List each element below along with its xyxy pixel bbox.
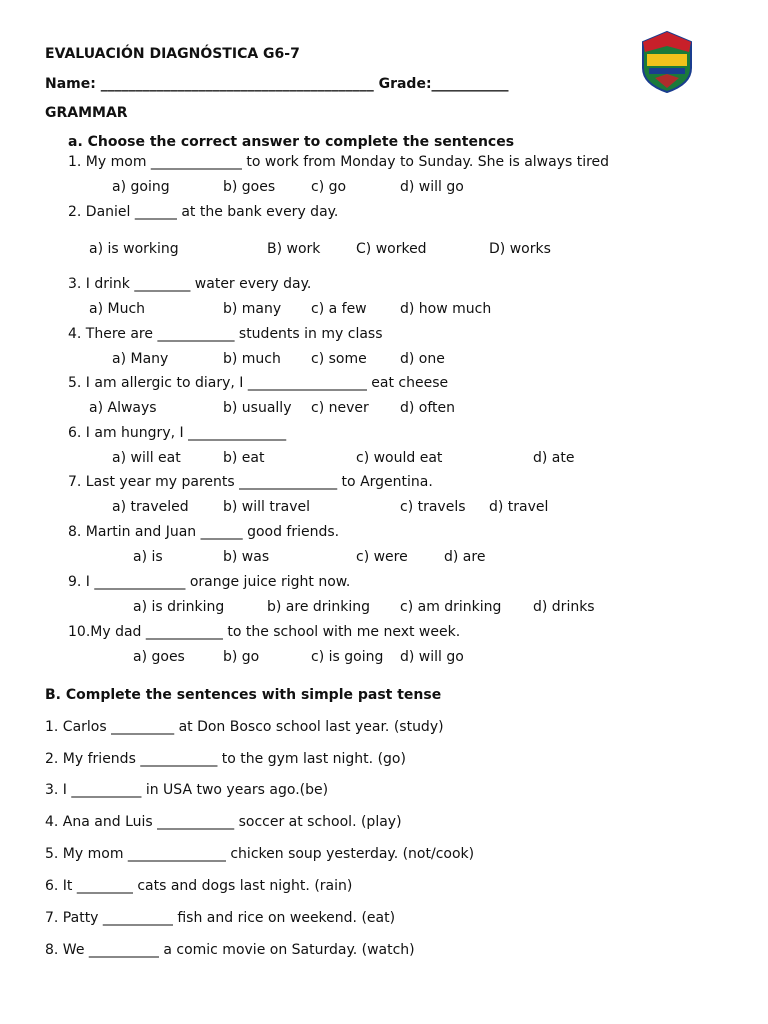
document-title: EVALUACIÓN DIAGNÓSTICA G6-7 [45,46,300,62]
question-8-option-c: c) were [356,549,408,565]
question-2-option-c: C) worked [356,241,427,257]
question-10-option-b: b) go [223,649,260,665]
name-grade-line: Name: _______________________________________ Grade:___________ [45,76,509,92]
question-9-stem: 9. I _____________ orange juice right now. [68,574,351,590]
section-b-item-1: 1. Carlos _________ at Don Bosco school last year. (study) [45,719,444,735]
question-7-option-a: a) traveled [112,499,189,515]
question-4-option-c: c) some [311,351,367,367]
question-1-option-b: b) goes [223,179,276,195]
question-10-option-c: c) is going [311,649,384,665]
question-4-option-a: a) Many [112,351,169,367]
question-2-option-a: a) is working [89,241,179,257]
section-b-item-3: 3. I __________ in USA two years ago.(be) [45,782,329,798]
question-10-stem: 10.My dad ___________ to the school with me next week. [68,624,461,640]
section-b-title: B. Complete the sentences with simple past tense [45,687,442,703]
question-9-option-d: d) drinks [533,599,595,615]
question-5-option-d: d) often [400,400,456,416]
question-3-option-b: b) many [223,301,282,317]
question-7-option-c: c) travels [400,499,466,515]
section-grammar-heading: GRAMMAR [45,105,128,121]
question-4-option-b: b) much [223,351,281,367]
question-3-stem: 3. I drink ________ water every day. [68,276,312,292]
section-b-item-8: 8. We __________ a comic movie on Saturday. (watch) [45,942,415,958]
question-7-option-b: b) will travel [223,499,310,515]
question-10-option-d: d) will go [400,649,464,665]
question-8-option-d: d) are [444,549,486,565]
question-1-option-d: d) will go [400,179,464,195]
question-2-option-d: D) works [489,241,551,257]
question-5-option-c: c) never [311,400,369,416]
question-2-option-b: B) work [267,241,321,257]
question-9-option-a: a) is drinking [133,599,225,615]
question-1-stem: 1. My mom _____________ to work from Monday to Sunday. She is always tired [68,154,610,170]
question-7-option-d: d) travel [489,499,549,515]
question-10-option-a: a) goes [133,649,185,665]
question-5-option-b: b) usually [223,400,292,416]
section-b-item-6: 6. It ________ cats and dogs last night. (rain) [45,878,353,894]
question-8-option-a: a) is [133,549,163,565]
question-6-stem: 6. I am hungry, I ______________ [68,425,287,441]
question-3-option-d: d) how much [400,301,492,317]
section-b-item-2: 2. My friends ___________ to the gym last night. (go) [45,751,406,767]
question-9-option-c: c) am drinking [400,599,502,615]
question-6-option-d: d) ate [533,450,575,466]
school-crest-logo [637,28,697,94]
question-2-stem: 2. Daniel ______ at the bank every day. [68,204,339,220]
question-6-option-c: c) would eat [356,450,443,466]
question-1-option-c: c) go [311,179,347,195]
question-1-option-a: a) going [112,179,170,195]
question-8-stem: 8. Martin and Juan ______ good friends. [68,524,340,540]
question-5-option-a: a) Always [89,400,157,416]
question-3-option-a: a) Much [89,301,146,317]
question-7-stem: 7. Last year my parents ______________ to Argentina. [68,474,433,490]
question-4-stem: 4. There are ___________ students in my class [68,326,383,342]
question-3-option-c: c) a few [311,301,367,317]
section-b-item-7: 7. Patty __________ fish and rice on weekend. (eat) [45,910,396,926]
question-8-option-b: b) was [223,549,270,565]
section-b-item-4: 4. Ana and Luis ___________ soccer at school. (play) [45,814,402,830]
question-6-option-a: a) will eat [112,450,181,466]
section-b-item-5: 5. My mom ______________ chicken soup yesterday. (not/cook) [45,846,475,862]
question-5-stem: 5. I am allergic to diary, I _________________ eat cheese [68,375,449,391]
question-9-option-b: b) are drinking [267,599,371,615]
question-4-option-d: d) one [400,351,445,367]
question-6-option-b: b) eat [223,450,265,466]
section-a-instruction: a. Choose the correct answer to complete the sentences [68,134,515,150]
